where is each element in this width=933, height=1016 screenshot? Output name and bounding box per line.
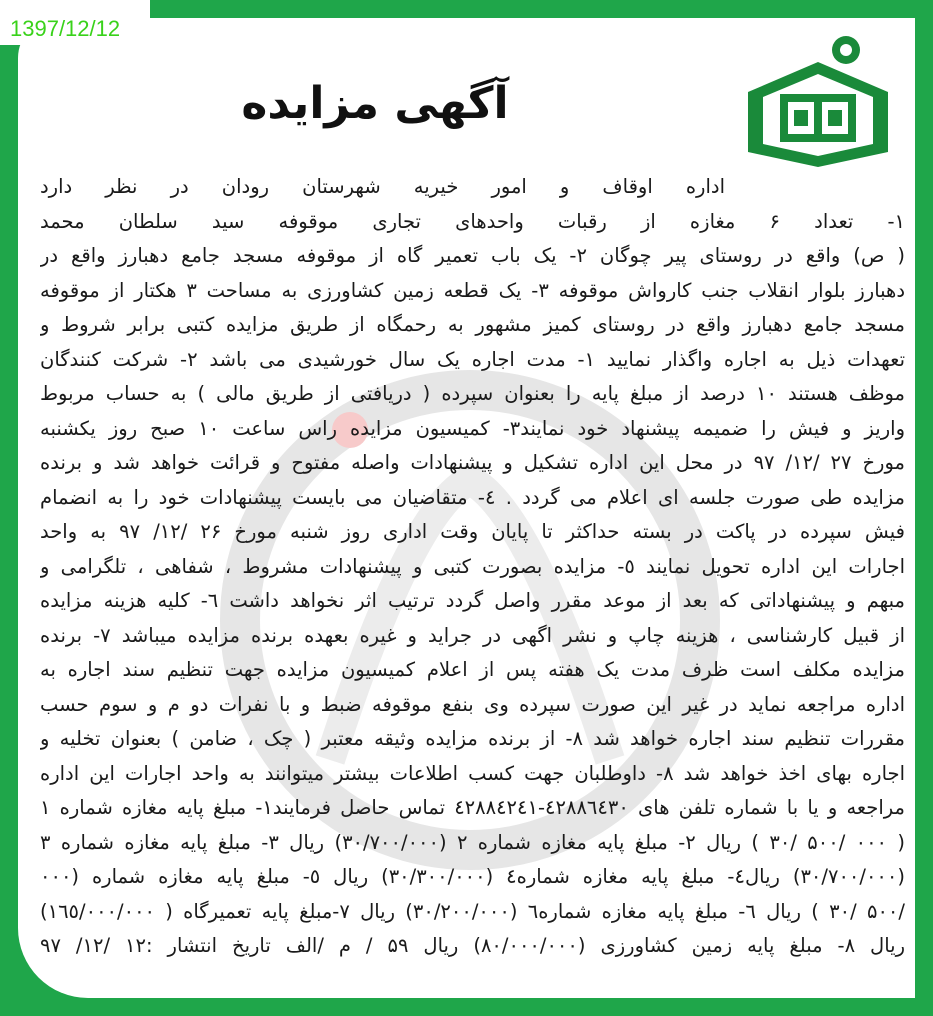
notice-line: تعهدات ذیل به اجاره واگذار نمایید ۱- مدت اجاره یک سال خورشیدی می باشد ۲- شرکت کنندگان (40, 347, 905, 371)
notice-line: مزایده طی صورت جلسه ای اعلام می گردد . ٤- متقاضیان می بایست پیشنهادات خود را به انضمام (40, 485, 905, 509)
page-title: آگهی مزایده (241, 78, 509, 129)
notice-line: فیش سپرده در پاکت در بسته حداکثر تا پایان وقت اداری روز شنبه مورخ ۲۶ /۱۲/ ۹۷ به واحد (40, 520, 905, 543)
notice-line: مراجعه و یا با شماره تلفن های ٤٢٨٨٦٤٣٠-٤٢٨٨٤٢٤١ تماس حاصل فرمایند۱- مبلغ پایه مغازه شماره ۱ (40, 796, 905, 819)
notice-body (40, 170, 905, 964)
notice-line: ریال ۸- مبلغ پایه زمین کشاورزی (۸۰/۰۰۰/۰۰۰) ریال ۵۹ / م /الف تاریخ انتشار :۱۲ /۱۲/ ۹۷ (40, 934, 905, 957)
notice-line: مزایده مکلف است ظرف مدت یک هفته پس از اعلام کمیسیون مزایده جهت تنظیم سند اجاره به (40, 658, 905, 681)
notice-line: /۵۰۰ /۳۰ ) ریال ٦- مبلغ پایه مغازه شماره٦ (۳۰/۲۰۰/۰۰۰) ریال ۷-مبلغ پایه تعمیرگاه ( ۱٦٥/۰۰۰/۰۰۰) (40, 899, 905, 923)
notice-line: مسجد جامع دهبارز واقع در روستای کمیز مشهور به رحمگاه از طریق مزایده کتبی برابر شروط و (40, 313, 905, 336)
notice-line: مبهم و پیشنهاداتی که بعد از موعد مقرر واصل گردد ترتیب اثر نخواهد داشت ٦- کلیه هزینه مزایده (40, 589, 905, 612)
notice-line: مورخ ۲۷ /۱۲/ ۹۷ در محل این اداره تشکیل و پیشنهادات واصله مفتوح و قرائت خواهد شد و برنده (40, 451, 905, 474)
notice-line: اداره مراجعه نماید در غیر این صورت سپرده وی بنفع موقوفه ضبط و با نفرات دو م و سوم حسب (40, 692, 905, 716)
notice-line: موظف هستند ۱۰ درصد از مبلغ پایه را بعنوان سپرده ( دریافتی از طریق مالی ) به حساب مربوط (40, 382, 905, 405)
notice-line: اجاره بهای اخذ خواهد شد ۸- داوطلبان جهت کسب اطلاعات بیشتر میتوانند به واحد اجارات این اداره (40, 761, 905, 785)
notice-line: از قبیل کارشناسی ، هزینه چاپ و نشر اگهی در جراید و غیره بعهده برنده مزایده میباشد ۷- برنده (40, 623, 905, 647)
notice-line: واریز و فیش را ضمیمه پیشنهاد خود نمایند۳- کمیسیون مزایده راس ساعت ۱۰ صبح روز یکشنبه (40, 416, 905, 440)
notice-line: مقررات تنظیم سند اجاره خواهد شد ۸- از برنده مزایده وثیقه معتبر ( چک ، ضامن ) بعنوان تخلیه و (40, 727, 905, 750)
notice-line: دهبارز بلوار انقلاب جنب کارواش موقوفه ۳- یک قطعه زمین کشاورزی به مساحت ۳ هکتار از موقوفه (40, 278, 905, 302)
notice-line: ( ۰۰۰ /۵۰۰ /۳۰ ) ریال ۲- مبلغ پایه مغازه شماره ۲ (۳۰/۷۰۰/۰۰۰) ریال ۳- مبلغ پایه مغازه شماره ۳ (40, 830, 905, 854)
notice-line: اجارات این اداره تحویل نمایند ٥- مزایده بصورت کتبی و پیشنهادات مشروط ، شفاهی ، تلگرامی و (40, 554, 905, 578)
notice-line: ( ص) واقع در روستای پیر چوگان ۲- یک باب تعمیر گاه از موقوفه مسجد جامع دهبارز واقع در (40, 244, 905, 267)
notice-line: ۱- تعداد ۶ مغازه از رقبات واحدهای تجاری موقوفه سید سلطان محمد (40, 209, 905, 233)
date-stamp: 1397/12/12 (10, 16, 121, 41)
notice-line: (۳۰/۷۰۰/۰۰۰) ریال٤- مبلغ پایه مغازه شماره٤ (۳۰/۳۰۰/۰۰۰) ریال ٥- مبلغ پایه مغازه شماره (۰۰۰ (40, 865, 905, 888)
awqaf-emblem-icon (728, 32, 908, 167)
notice-line: اداره اوقاف و امور خیریه شهرستان رودان در نظر دارد (40, 175, 725, 198)
